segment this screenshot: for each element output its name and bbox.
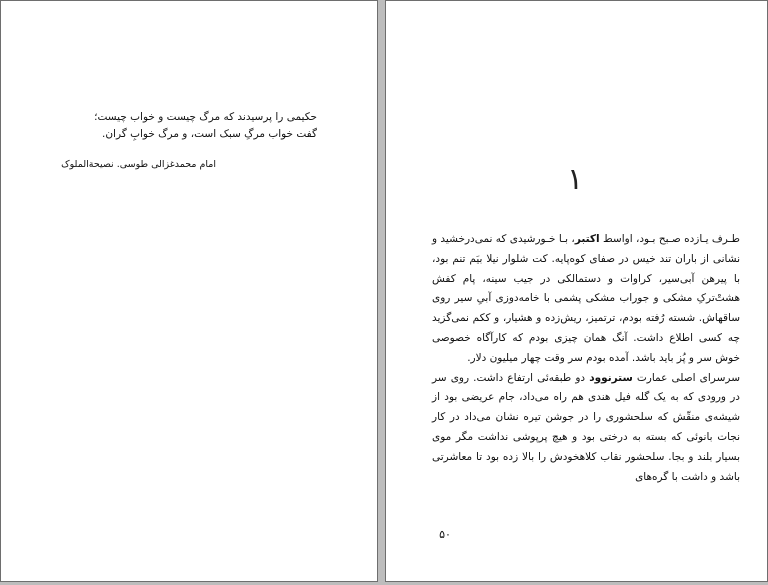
- body-text: [432, 230, 740, 487]
- epigraph-line: حکیمی را پرسیدند که مرگ چیست و خواب چیست؛: [94, 111, 317, 123]
- paragraph: [432, 369, 740, 488]
- paragraph-text: سرسرای اصلی عمارت: [632, 371, 740, 384]
- paragraph-text: ، بـا خـورشیدی که نمی‌درخشید و نشانی از باران تند خیس در صفای کوه‌پایه. کت شلوار نیلا بیَم تنم بود، با پیرهن آبی‌سیر، کراوات و دستمالکی در جیب سینه، پام کفش هشتْ‌ترکِ مشکی و جوراب مشکی پشمی با خامه‌دوزی آبیِ سیر روی ساقهاش. شسته رُفته بودم، ترتمیز، ریش‌زده و هشیار، و ککم نمی‌گزید چه کسی اطلاع داشت. آنگ همان چیزی بودم که کارآگاه خصوصی خوش سر و پُز باید باشد. آمده بودم سر وقت چهار میلیون دلار.: [432, 233, 740, 364]
- epigraph: [41, 109, 317, 143]
- emphasized-word: سترنوود: [589, 371, 633, 384]
- page-number: ۵۰: [439, 528, 451, 541]
- left-page: [0, 0, 378, 582]
- chapter-number: ۱: [566, 162, 584, 197]
- epigraph-line: گفت خواب مرگِ سبک است، و مرگ خوابِ گران.: [102, 128, 317, 140]
- epigraph-attribution: امام محمدغزالی طوسی. نصیحة‌الملوک: [61, 159, 216, 170]
- paragraph-text: طـرف یـازده صـبح بـود، اواسط: [599, 233, 741, 245]
- emphasized-word: اکتبر: [574, 233, 600, 245]
- paragraph: [432, 230, 740, 369]
- paragraph-text: دو طبقه‌ئی ارتفاع داشت. روی سر در ورودی که به یک گله فیل هندی هم راه می‌داد، جام عریضی بود از شیشه‌ی منقّش که سلحشوری را در جوشن تیره نشان می‌داد در کار نجات بانوئی که بسته به درختی بود و هیچ پرپوشی نداشت مگر موی بسیار بلند و بجا. سلحشور نقاب کلاهخودش را بالا زده بود تا معاشرتی باشد و داشت با گره‌های: [432, 371, 740, 483]
